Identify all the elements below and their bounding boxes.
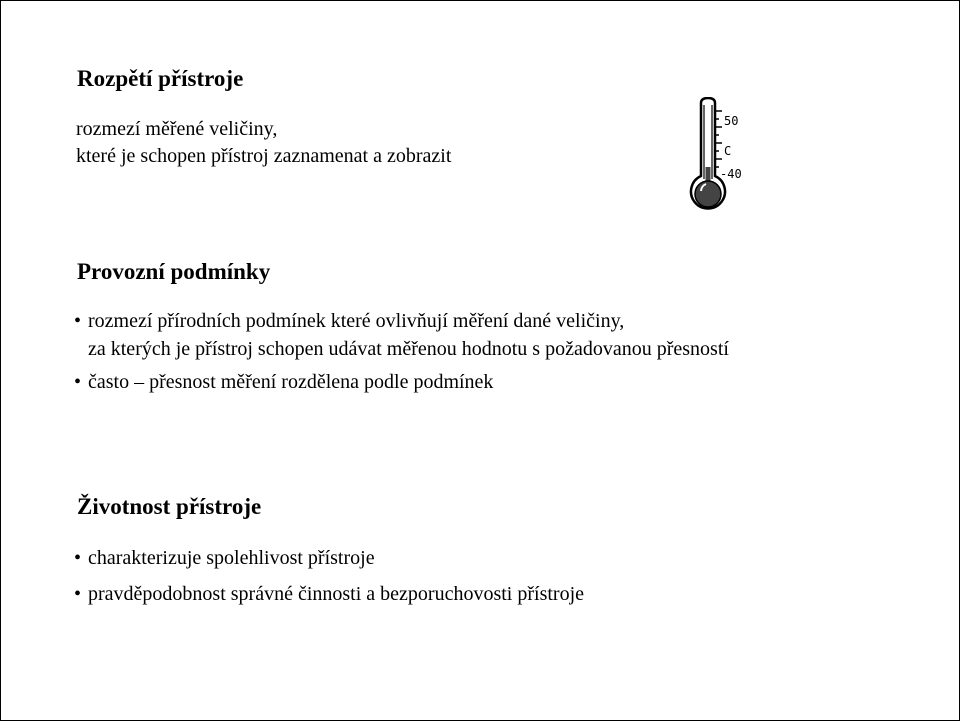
operating-bullet-2-line-1: často – přesnost měření rozdělena podle podmínek — [88, 371, 494, 393]
operating-bullet-1 — [74, 309, 729, 361]
range-heading: Rozpětí přístroje — [77, 66, 244, 91]
lifetime-bullet-2-text: pravděpodobnost správné činnosti a bezporuchovosti přístroje — [88, 583, 584, 605]
thermometer-label-high: 50 — [724, 114, 739, 128]
range-line-1: rozmezí měřené veličiny, — [76, 118, 278, 140]
operating-heading: Provozní podmínky — [77, 259, 271, 284]
bullet-icon: • — [74, 547, 82, 569]
operating-bullet-1-line-2: za kterých je přístroj schopen udávat měřenou hodnotu s požadovanou přesností — [88, 338, 729, 360]
thermometer-label-low: -40 — [720, 167, 742, 181]
lifetime-bullet-2 — [74, 582, 584, 606]
lifetime-heading: Životnost přístroje — [77, 494, 262, 519]
lifetime-bullet-1 — [74, 546, 375, 570]
bullet-icon: • — [74, 371, 82, 393]
bullet-icon: • — [74, 583, 82, 605]
bullet-icon: • — [74, 310, 82, 332]
operating-bullet-2 — [74, 370, 493, 394]
lifetime-bullet-1-text: charakterizuje spolehlivost přístroje — [88, 547, 375, 569]
thermometer-icon — [684, 97, 754, 219]
range-line-2: které je schopen přístroj zaznamenat a zobrazit — [76, 145, 452, 167]
operating-bullet-1-line-1: rozmezí přírodních podmínek které ovlivňují měření dané veličiny, — [88, 310, 625, 332]
thermometer-label-mid: C — [724, 144, 732, 158]
